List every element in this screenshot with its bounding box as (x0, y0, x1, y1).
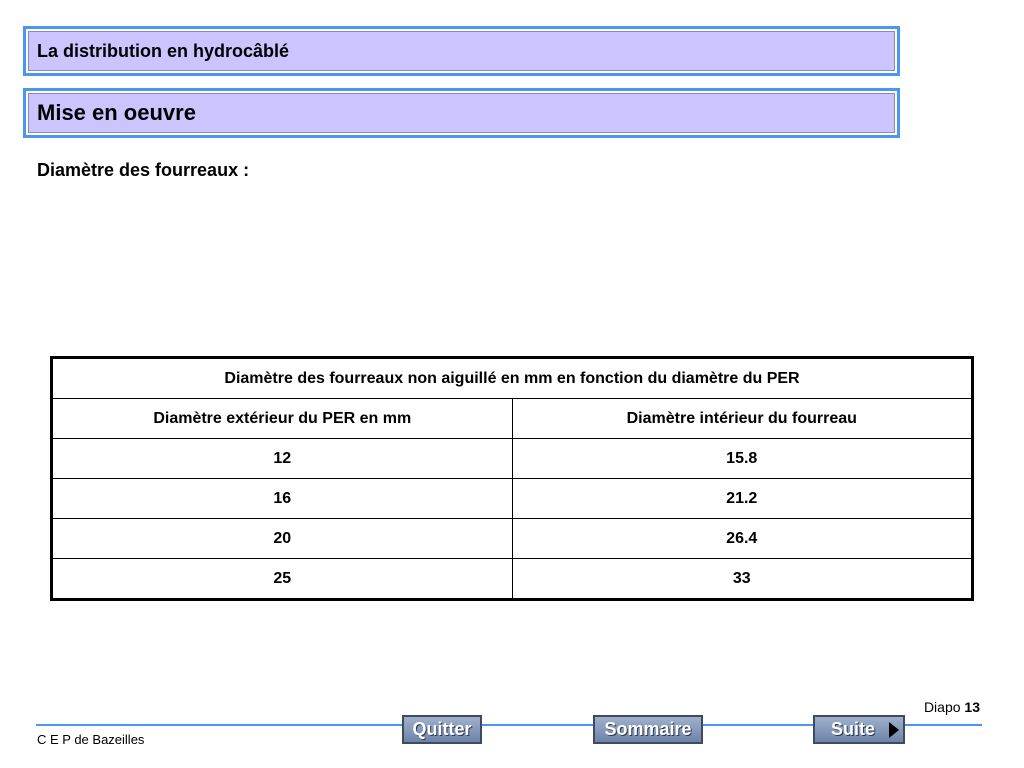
slide-number-value: 13 (964, 699, 980, 715)
section-title: Mise en oeuvre (28, 93, 895, 133)
slide-number-label: Diapo (923, 699, 961, 715)
table-cell: 12 (52, 439, 513, 479)
table-cell: 33 (512, 559, 973, 600)
table-cell: 25 (52, 559, 513, 600)
table-cell: 20 (52, 519, 513, 559)
subtitle: Diamètre des fourreaux : (37, 160, 250, 180)
table-row (52, 559, 973, 600)
next-button-label: Suite (831, 719, 876, 739)
slide-title-box (23, 26, 900, 76)
table-header-row (52, 399, 973, 439)
table-cell: 26.4 (512, 519, 973, 559)
table-cell: 21.2 (512, 479, 973, 519)
column-header-inner-diameter: Diamètre intérieur du fourreau (512, 399, 973, 439)
table-cell: 15.8 (512, 439, 973, 479)
quit-button[interactable] (402, 715, 482, 744)
section-title-box (23, 88, 900, 138)
quit-button-label: Quitter (412, 719, 472, 739)
summary-button[interactable] (593, 715, 703, 744)
next-button[interactable] (813, 715, 905, 744)
diameter-table (50, 356, 974, 601)
table-caption-row (52, 358, 973, 399)
right-triangle-icon (889, 722, 899, 738)
organization-name: C E P de Bazeilles (37, 732, 145, 747)
table-cell: 16 (52, 479, 513, 519)
table-row (52, 439, 973, 479)
table-row (52, 479, 973, 519)
slide-number (924, 699, 980, 715)
column-header-outer-diameter: Diamètre extérieur du PER en mm (52, 399, 513, 439)
summary-button-label: Sommaire (604, 719, 692, 739)
table-row (52, 519, 973, 559)
slide-title: La distribution en hydrocâblé (28, 31, 895, 71)
table-caption: Diamètre des fourreaux non aiguillé en mm en fonction du diamètre du PER (52, 358, 973, 399)
